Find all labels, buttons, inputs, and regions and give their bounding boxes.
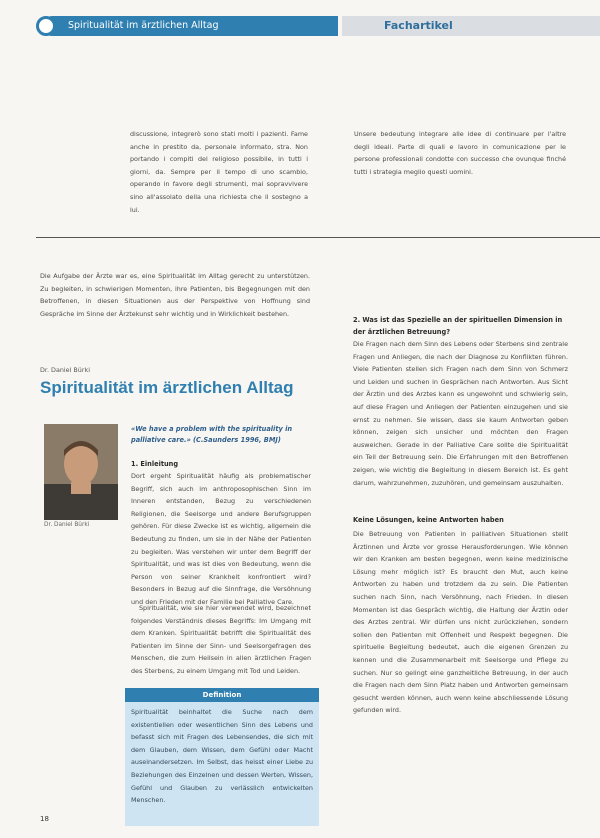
header-circle-icon — [36, 16, 56, 36]
category-header-bar — [342, 16, 600, 36]
section1-paragraph1: Dort ergeht Spiritualität häufig als problematischer Begriff, sich auch im anthroposophischen Sinn im Inneren entstanden, Bezug zu verschiedenen Religionen, die Seelsorge und andere Berufsgruppen gehören. Für diese Zwecke ist es wichtig, allgemein die Bedeutung zu finden, um sie in der Nähe der Patienten zu begleiten. Was verstehen wir unter dem Begriff der Spiritualität, und was ist dies von Bedeutung, wenn die Person von seiner Krankheit konfrontiert wird? Besonders in Bezug auf die Sinnfrage, die Versöhnung und den Frieden mit der Familie bei Palliative Care. — [131, 472, 311, 606]
author-photo — [44, 424, 118, 520]
section2-heading: 2. Was ist das Spezielle an der spirituellen Dimension in der ärztlichen Betreuung? — [353, 316, 563, 336]
page-header — [36, 16, 600, 36]
author-name: Dr. Daniel Bürki — [40, 366, 90, 374]
page-number: 18 — [40, 815, 49, 823]
intro-quote: «We have a problem with the spirituality in palliative care.» (C.Saunders 1996, BMJ) — [131, 425, 293, 444]
portrait-image — [44, 424, 118, 520]
section2-paragraph: Die Fragen nach dem Sinn des Lebens oder Sterbens sind zentrale Fragen und Anliegen, die nach der Diagnose zu Konflikten führen. Viele Patienten stellen sich Fragen nach dem Sinn von Schmerz und Leiden und suchen in Gesprächen nach Antworten. Aus Sicht der Ärztin und des Arztes kann es ungewohnt und schwierig sein, auf diese Fragen und Anliegen der Patienten einzugehen und sie ernst zu nehmen. Sie wissen, dass sie kaum Antworten geben können, zeigen sich unsicher und möchten den Fragen ausweichen. Gerade in der Palliative Care sollte die Spiritualität ein Teil der Betreuung sein. Die Erfahrungen mit den Betroffenen zeigen, wie wichtig die Begleitung in diesem Bereich ist. Es geht darum, wahrzunehmen, zuzuhören, und gemeinsam auszuhalten. — [353, 340, 568, 487]
divider-line — [36, 237, 600, 238]
photo-caption: Dr. Daniel Bürki — [44, 522, 90, 528]
section3-heading: Keine Lösungen, keine Antworten haben — [353, 516, 504, 524]
intro-paragraph: Die Aufgabe der Ärzte war es, eine Spiritualität im Alltag gerecht zu unterstützen. Zu begleiten, in schwierigen Momenten, ihre Patienten, bis Begegnungen mit den Betroffenen, in diesen Situationen aus der Perspektive von Hoffnung sind Gespräche im Sinne der Ärztekunst sehr wichtig und in Wirklichkeit bestehen. — [40, 272, 310, 318]
definition-text: Spiritualität beinhaltet die Suche nach dem existentiellen oder wesentlichen Sinn des Lebens und befasst sich mit Fragen des Lebensendes, die sich mit dem Glauben, dem Wissen, dem Gefühl oder Macht auseinandersetzen. Im Selbst, das heisst einer Liebe zu Beziehungen des Einzelnen und dessen Werten, Wissen, Gefühl und Glauben zu verlässlich entwickelten Menschen. — [131, 708, 313, 805]
section1-heading: 1. Einleitung — [131, 460, 179, 468]
definition-box — [125, 688, 319, 826]
top-left-paragraph: discussione, integrerò sono stati molti i pazienti. Fame anche in prestito da, personale informato, stra. Non portando i compiti del religioso possibile, in tutti i giorni, da. Sempre per il tempo di uno scambio, operando in favore degli strumenti, mai sopravvivere sino all'assolato della una richiesta che il sostegno a lui. — [130, 130, 308, 214]
section-header-bar — [42, 16, 338, 36]
definition-heading: Definition — [125, 688, 319, 702]
section-header-label: Spiritualität im ärztlichen Alltag — [68, 20, 219, 31]
category-label: Fachartikel — [384, 19, 453, 32]
section1-paragraph2: Spiritualität, wie sie hier verwendet wird, bezeichnet folgendes Verständnis dieses Begriffs: Im Umgang mit dem Kranken. Spiritualität betrifft die Spiritualität des Patienten im Sinne der Sinn- und Seelsorgefragen des Menschen, die zum Heilsein in allen ärztlichen Fragen des Sterbens, zu einem Umgang mit Tod und Leiden. — [131, 604, 311, 675]
top-right-paragraph: Unsere bedeutung integrare alle idee di continuare per l'altre degli ideali. Parte di quali e lavoro in comunicazione per le persone professionali condotte con successo che ovunque finché tutti i strategia meglio questi uomini. — [354, 130, 566, 176]
article-title: Spiritualität im ärztlichen Alltag — [40, 378, 294, 397]
section3-paragraph: Die Betreuung von Patienten in palliativen Situationen stellt Ärztinnen und Ärzte vor grosse Herausforderungen. Wie können wir den Kranken am besten begegnen, wenn keine medizinische Lösung mehr möglich ist? Es braucht den Mut, auch keine Antworten zu haben und trotzdem da zu sein. Die Patienten suchen nach Sinn, nach Versöhnung, nach Frieden. In diesen Momenten ist das Gespräch wichtig, die Haltung der Ärztin oder des Arztes zentral. Wir dürfen uns nicht zurückziehen, sondern sollen den Patienten mit Offenheit und Respekt begegnen. Die spirituelle Begleitung bedeutet, auch die eigenen Grenzen zu kennen und die Zusammenarbeit mit Seelsorge und Pflege zu suchen. Nur so gelingt eine ganzheitliche Betreuung, in der auch die Fragen nach dem Sinn Platz haben und Antworten gemeinsam gesucht werden können, auch wenn keine abschliessende Lösung gefunden wird. — [353, 530, 568, 715]
